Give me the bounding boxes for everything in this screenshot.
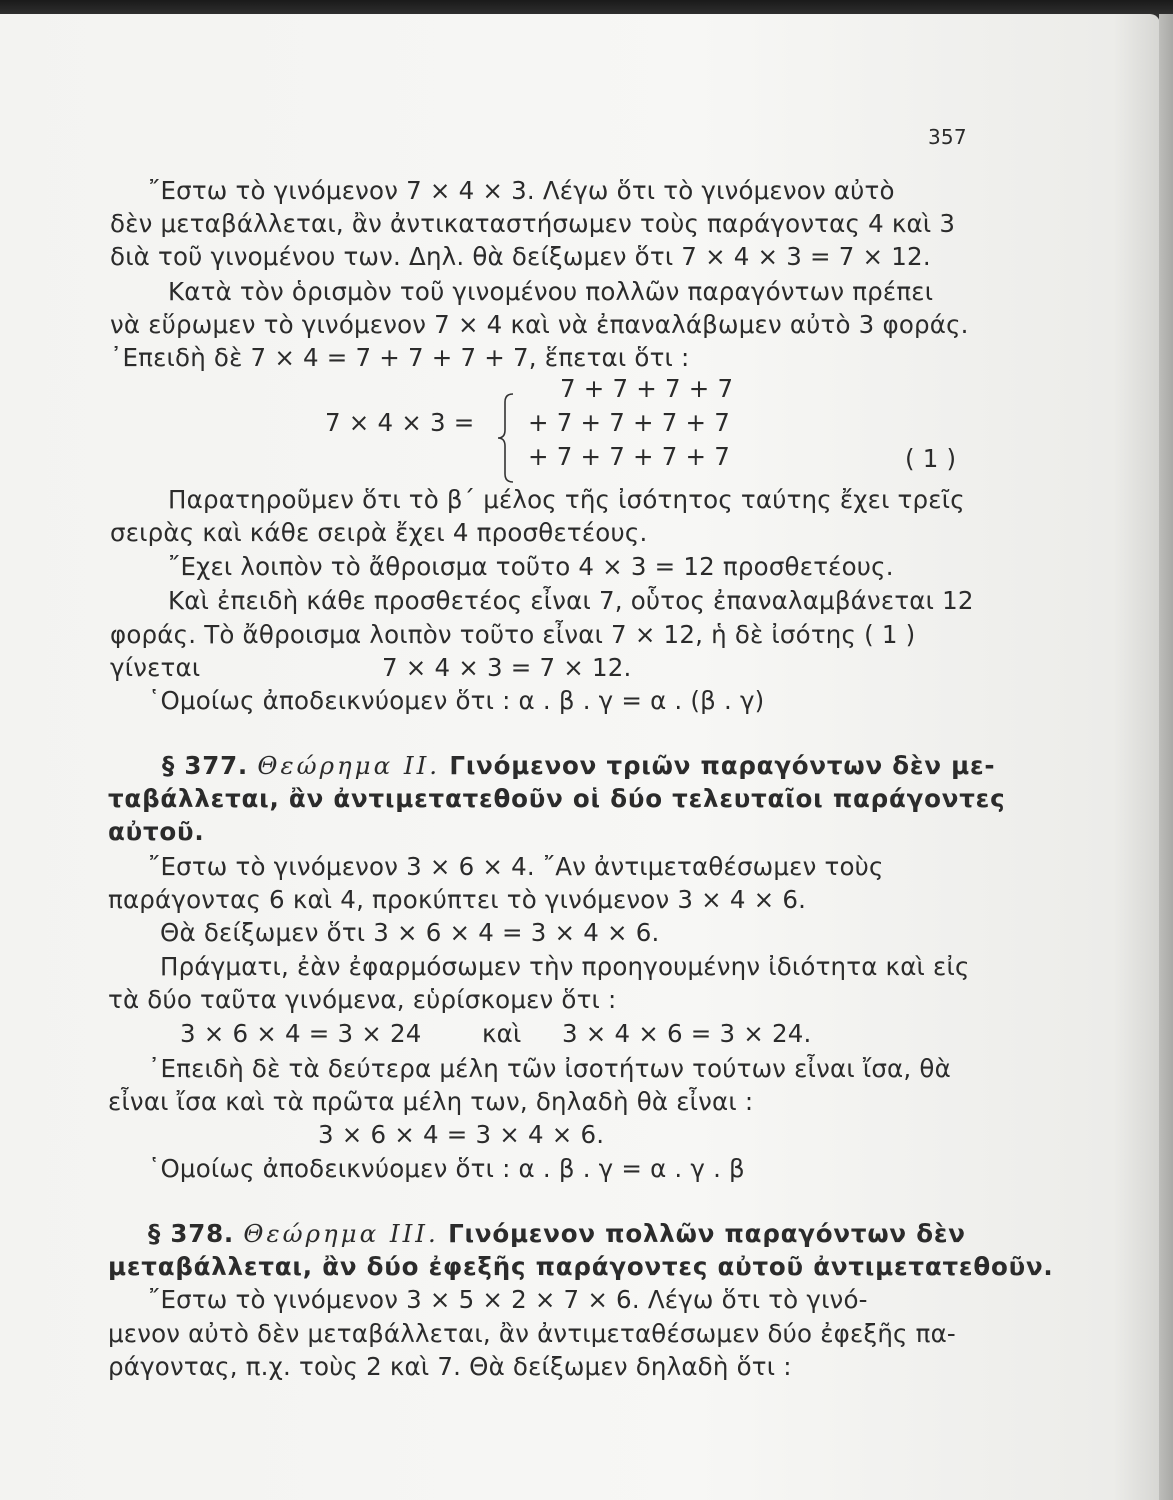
theorem-label: Θεώρημα II. [257,751,441,780]
text-line: νὰ εὕρωμεν τὸ γινόμενον 7 × 4 καὶ νὰ ἐπαναλάβωμεν αὐτὸ 3 φοράς. [110,310,969,339]
equation-line: 7 × 4 × 3 = 7 × 12. [382,653,632,682]
text-line: ῎Εχει λοιπὸν τὸ ἄθροισμα τοῦτο 4 × 3 = 12 προσθετέους. [168,552,894,581]
equation-row: + 7 + 7 + 7 + 7 [528,408,730,437]
scan-right-edge [1159,14,1173,1500]
equation-row: 7 + 7 + 7 + 7 [560,374,734,403]
brace-icon [495,392,517,484]
section-number: § 377. [162,751,249,780]
text-line: Καὶ ἐπειδὴ κάθε προσθετέος εἶναι 7, οὗτος ἐπαναλαμβάνεται 12 [168,586,974,615]
text-line: εἶναι ἴσα καὶ τὰ πρῶτα μέλη των, δηλαδὴ θὰ εἶναι : [108,1087,754,1116]
section-number: § 378. [148,1219,235,1248]
theorem-label: Θεώρημα III. [243,1219,439,1248]
text-line: παράγοντας 6 καὶ 4, προκύπτει τὸ γινόμενον 3 × 4 × 6. [108,885,807,914]
text-line: διὰ τοῦ γινομένου των. Δηλ. θὰ δείξωμεν ὅτι 7 × 4 × 3 = 7 × 12. [110,242,931,271]
text-line: ῾Ομοίως ἀποδεικνύομεν ὅτι : α . β . γ = α . (β . γ) [148,686,765,715]
text-line: ῾Ομοίως ἀποδεικνύομεν ὅτι : α . β . γ = α . γ . β [148,1154,745,1183]
text-line: Παρατηροῦμεν ὅτι τὸ β΄ μέλος τῆς ἰσότητος ταύτης ἔχει τρεῖς [168,485,965,514]
text-line: μενον αὐτὸ δὲν μεταβάλλεται, ἂν ἀντιμεταθέσωμεν δύο ἐφεξῆς πα- [108,1319,956,1348]
section-heading-377 [162,751,995,781]
page-number: 357 [928,125,967,149]
text-line: Θὰ δείξωμεν ὅτι 3 × 6 × 4 = 3 × 4 × 6. [160,918,660,947]
theorem-title: Γινόμενον πολλῶν παραγόντων δὲν [448,1219,966,1248]
theorem-title-line: μεταβάλλεται, ἂν δύο ἐφεξῆς παράγοντες αὐτοῦ ἀντιμετατεθοῦν. [108,1252,1054,1281]
book-page [0,14,1160,1500]
theorem-title-line: ταβάλλεται, ἂν ἀντιμετατεθοῦν οἱ δύο τελευταῖοι παράγοντες [108,784,1006,813]
text-line: ράγοντας, π.χ. τοὺς 2 καὶ 7. Θὰ δείξωμεν δηλαδὴ ὅτι : [108,1352,792,1381]
equation-conjunction: καὶ [482,1019,522,1048]
text-line: Κατὰ τὸν ὁρισμὸν τοῦ γινομένου πολλῶν παραγόντων πρέπει [168,277,934,306]
text-line: ᾿Επειδὴ δὲ 7 × 4 = 7 + 7 + 7 + 7, ἕπεται ὅτι : [110,343,690,372]
text-line: ῎Εστω τὸ γινόμενον 7 × 4 × 3. Λέγω ὅτι τὸ γινόμενον αὐτὸ [148,176,895,205]
equation-line: 3 × 6 × 4 = 3 × 24 [180,1019,422,1048]
text-line: γίνεται [110,653,201,682]
equation-label: ( 1 ) [905,444,957,473]
text-line: Πράγματι, ἐὰν ἐφαρμόσωμεν τὴν προηγουμένην ἰδιότητα καὶ εἰς [160,952,970,981]
text-line: ᾿Επειδὴ δὲ τὰ δεύτερα μέλη τῶν ἰσοτήτων τούτων εἶναι ἴσα, θὰ [148,1054,951,1083]
text-line: φοράς. Τὸ ἄθροισμα λοιπὸν τοῦτο εἶναι 7 × 12, ἡ δὲ ἰσότης ( 1 ) [110,620,916,649]
theorem-title: Γινόμενον τριῶν παραγόντων δὲν με- [449,751,996,780]
equation-line: 3 × 4 × 6 = 3 × 24. [562,1019,812,1048]
text-line: ῎Εστω τὸ γινόμενον 3 × 6 × 4. ῎Αν ἀντιμεταθέσωμεν τοὺς [148,852,884,881]
text-line: ῎Εστω τὸ γινόμενον 3 × 5 × 2 × 7 × 6. Λέγω ὅτι τὸ γινό- [148,1285,868,1314]
text-line: τὰ δύο ταῦτα γινόμενα, εὑρίσκομεν ὅτι : [108,985,617,1014]
text-line: σειρὰς καὶ κάθε σειρὰ ἔχει 4 προσθετέους. [110,518,648,547]
theorem-title-line: αὐτοῦ. [108,817,205,846]
text-line: δὲν μεταβάλλεται, ἂν ἀντικαταστήσωμεν τοὺς παράγοντας 4 καὶ 3 [110,209,956,238]
section-heading-378 [148,1219,966,1249]
equation-line: 3 × 6 × 4 = 3 × 4 × 6. [318,1120,605,1149]
equation-lhs: 7 × 4 × 3 = [325,408,475,437]
equation-row: + 7 + 7 + 7 + 7 [528,442,730,471]
